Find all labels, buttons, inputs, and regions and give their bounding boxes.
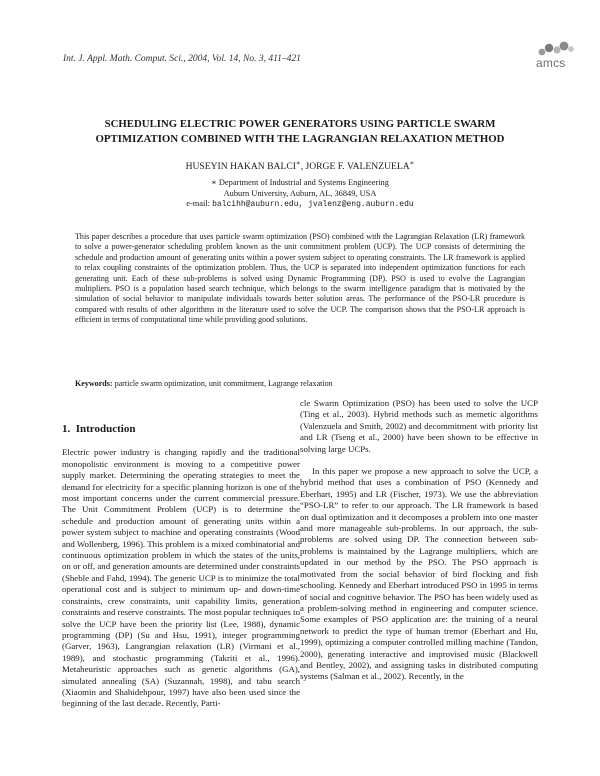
author-2-last: VALENZUELA — [346, 161, 410, 173]
author-2-mark: ∗ — [409, 159, 415, 167]
affiliation-line-2: Auburn University, Auburn, AL, 36849, USA — [223, 188, 377, 198]
email-label: e-mail: — [186, 199, 210, 208]
author-2-first: JORGE F. — [305, 161, 345, 173]
title-line-2: OPTIMIZATION COMBINED WITH THE LAGRANGIAN RELAXATION METHOD — [95, 133, 505, 145]
authors — [60, 159, 540, 172]
title-line-1: SCHEDULING ELECTRIC POWER GENERATORS USING PARTICLE SWARM — [104, 118, 496, 130]
paper-title — [60, 117, 540, 147]
email-addresses: balcihh@auburn.edu, jvalenz@eng.auburn.edu — [212, 200, 414, 209]
keywords-text: particle swarm optimization, unit commitment, Lagrange relaxation — [114, 379, 333, 388]
abstract: This paper describes a procedure that uses particle swarm optimization (PSO) combined with the Lagrangian Relaxation (LR) framework to solve a power-generator scheduling problem known as the unit commitment problem (UCP). The UCP consists of determining the schedule and production amount of generating units within a power system subject to operating constraints. The LR framework is applied to relax coupling constraints of the optimization problem. Thus, the UCP is separated into independent optimization functions for each generating unit. Each of these sub-problems is solved using Dynamic Programming (DP). PSO is used to evolve the Lagrangian multipliers. PSO is a population based search technique, which belongs to the swarm intelligence paradigm that is motivated by the simulation of social behavior to manipulate individuals towards better solution areas. The performance of the PSO-LR procedure is compared with results of other algorithms in the literature used to solve the UCP. The comparison shows that the PSO-LR approach is efficient in terms of computational time while providing good solutions. — [75, 232, 525, 325]
intro-paragraph-1: Electric power industry is changing rapidly and the traditional monopolistic environment is moving to a competitive power supply market. Determining the operating strategies to meet the demand for electricity for a specific planning horizon is one of the most important concerns under the current commercial pressure. The Unit Commitment Problem (UCP) is to determine the schedule and production amount of generating units within a power system subject to machine and operating constraints (Wood and Wollenberg, 1996). This problem is a mixed combinatorial and continuous optimization problem in which the states of the units, on or off, and generation amounts are determined under constraints (Sheble and Fahd, 1994). The generic UCP is to minimize the total operational cost and is subject to minimum up- and down-time constraints, crew constraints, unit capability limits, generation constraints and reserve constraints. The most popular techniques to solve the UCP have been the priority list (Lee, 1988), dynamic programming (DP) (Su and Hsu, 1991), integer programming (Garver, 1963), Langrangian relaxation (LR) (Virmani et al., 1989), and stochastic programming (Takriti et al., 1996). Metaheuristic approaches such as genetic algorithms (GA), simulated annealing (SA) (Suzannah, 1998), and tabu search (Xiaomin and Shahidehpour, 1997) have also been used since the beginning of the last decade. Recently, Parti- — [62, 447, 300, 709]
author-1-first: HUSEYIN HAKAN — [185, 161, 265, 173]
author-1-last: BALCI — [267, 161, 296, 173]
email-line — [60, 199, 540, 211]
author-separator: , — [300, 161, 306, 173]
intro-paragraph-2: In this paper we propose a new approach to solve the UCP, a hybrid method that uses a combination of PSO (Kennedy and Eberhart, 1995) and LR (Fischer, 1973). We use the abbreviation “PSO-LR” to refer to our approach. The LR framework is based on dual optimization and it decomposes a problem into one master and more manageable sub-problems. In our approach, the sub-problems are solved using DP. The connection between sub-problems is maintained by the Lagrange multipliers, which are updated in our method by the PSO. The PSO approach is motivated from the social behavior of bird flocking and fish schooling. Kennedy and Eberhart introduced PSO in 1995 in terms of social and cognitive behavior. The PSO has been widely used as a problem-solving method in engineering and computer science. Some examples of PSO application are: the training of a neural network to predict the type of human tremor (Eberhart and Hu, 1999), optimizing a computer controlled milling machine (Tandon, 2000), generating interactive and improvised music (Blackwell and Bentley, 2002), and assigning tasks in distributed computing systems (Salman et al., 2002). Recently, in the — [300, 466, 538, 682]
affiliation — [60, 178, 540, 211]
left-column — [62, 424, 300, 710]
author-1-mark: ∗ — [295, 159, 301, 167]
keywords — [75, 379, 525, 388]
keywords-label: Keywords: — [75, 379, 113, 388]
logo-text: amcs — [536, 56, 566, 70]
section-number: 1. — [62, 423, 71, 435]
section-title: Introduction — [75, 423, 136, 435]
intro-paragraph-continued: cle Swarm Optimization (PSO) has been used to solve the UCP (Ting et al., 2003). Hybrid methods such as memetic algorithms (Valenzuela and Smith, 2002) and decommitment with priority list and LR (Tseng et al., 2000) have been shown to be effective in solving large UCPs. — [300, 398, 538, 454]
logo-bubbles-icon — [538, 40, 574, 56]
journal-header: Int. J. Appl. Math. Comput. Sci., 2004, Vol. 14, No. 3, 411–421 — [63, 54, 301, 64]
affiliation-line-1: ∗ Department of Industrial and Systems Engineering — [211, 178, 389, 187]
amcs-logo — [536, 40, 576, 72]
right-column — [300, 398, 538, 683]
section-heading — [62, 424, 300, 435]
